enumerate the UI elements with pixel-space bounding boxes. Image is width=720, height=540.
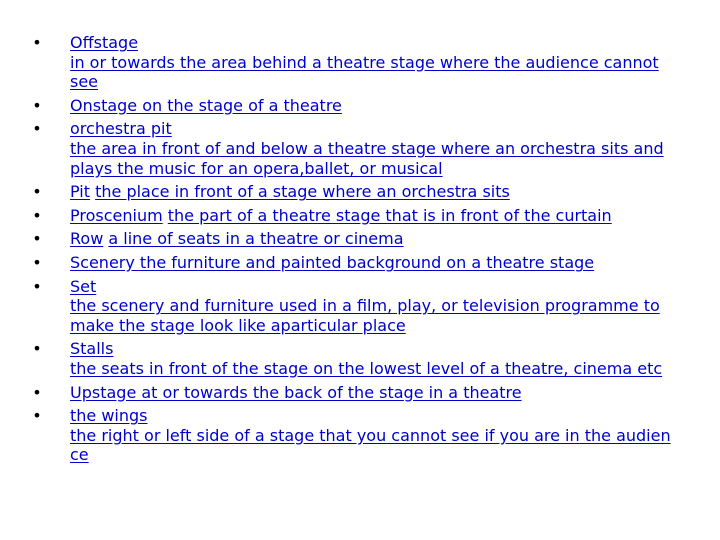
bullet-icon: •: [32, 182, 42, 202]
definition-link[interactable]: the furniture and painted background on a theatre stage: [139, 252, 595, 272]
term-link[interactable]: Stalls: [70, 339, 114, 359]
term-link[interactable]: Upstage: [70, 382, 142, 402]
definition-link[interactable]: on the stage of a theatre: [142, 95, 342, 115]
term-link[interactable]: Offstage: [70, 33, 139, 52]
bullet-icon: •: [32, 339, 42, 359]
term-link[interactable]: the wings: [70, 406, 148, 426]
bullet-icon: •: [32, 229, 42, 249]
term-link[interactable]: Proscenium: [70, 205, 163, 225]
definition-link[interactable]: the scenery and furniture used in a film, play, or television programme to make the stage look like aparticular place: [70, 296, 660, 335]
definition-link[interactable]: the area in front of and below a theatre stage where an orchestra sits and plays the music for an opera,ballet, or musical: [70, 138, 664, 178]
list-item-offstage: [32, 33, 680, 92]
list-item-scenery: [32, 252, 680, 273]
term-link[interactable]: Row: [70, 229, 104, 249]
bullet-icon: •: [32, 406, 42, 426]
term-link[interactable]: Scenery: [70, 252, 140, 272]
list-item-the-wings: [32, 406, 680, 465]
list-item-set: [32, 276, 680, 336]
definition-link[interactable]: in or towards the area behind a theatre stage where the audience cannot see: [70, 52, 659, 92]
term-link[interactable]: orchestra pit: [70, 119, 172, 139]
bullet-icon: •: [32, 33, 42, 52]
list-item-row: [32, 229, 680, 249]
glossary-list: [32, 33, 680, 469]
definition-link[interactable]: a line of seats in a theatre or cinema: [108, 229, 404, 249]
list-item-orchestra-pit: [32, 119, 680, 178]
bullet-icon: •: [32, 95, 42, 115]
bullet-icon: •: [32, 205, 42, 225]
list-item-upstage: [32, 382, 680, 403]
list-item-onstage: [32, 95, 680, 116]
list-item-pit: [32, 182, 680, 202]
definition-link[interactable]: the seats in front of the stage on the lowest level of a theatre, cinema etc: [70, 358, 663, 378]
bullet-icon: •: [32, 382, 42, 402]
definition-link[interactable]: at or towards the back of the stage in a theatre: [141, 382, 522, 402]
term-link[interactable]: Onstage: [70, 95, 143, 115]
definition-link[interactable]: the place in front of a stage where an orchestra sits: [95, 182, 510, 202]
term-link[interactable]: Pit: [70, 182, 91, 202]
bullet-icon: •: [32, 252, 42, 272]
list-item-proscenium: [32, 205, 680, 226]
definition-link[interactable]: the right or left side of a stage that you cannot see if you are in the audien ce: [70, 425, 671, 465]
bullet-icon: •: [32, 276, 42, 296]
bullet-icon: •: [32, 119, 42, 139]
term-link[interactable]: Set: [70, 276, 97, 296]
list-item-stalls: [32, 339, 680, 378]
definition-link[interactable]: the part of a theatre stage that is in front of the curtain: [167, 205, 612, 225]
